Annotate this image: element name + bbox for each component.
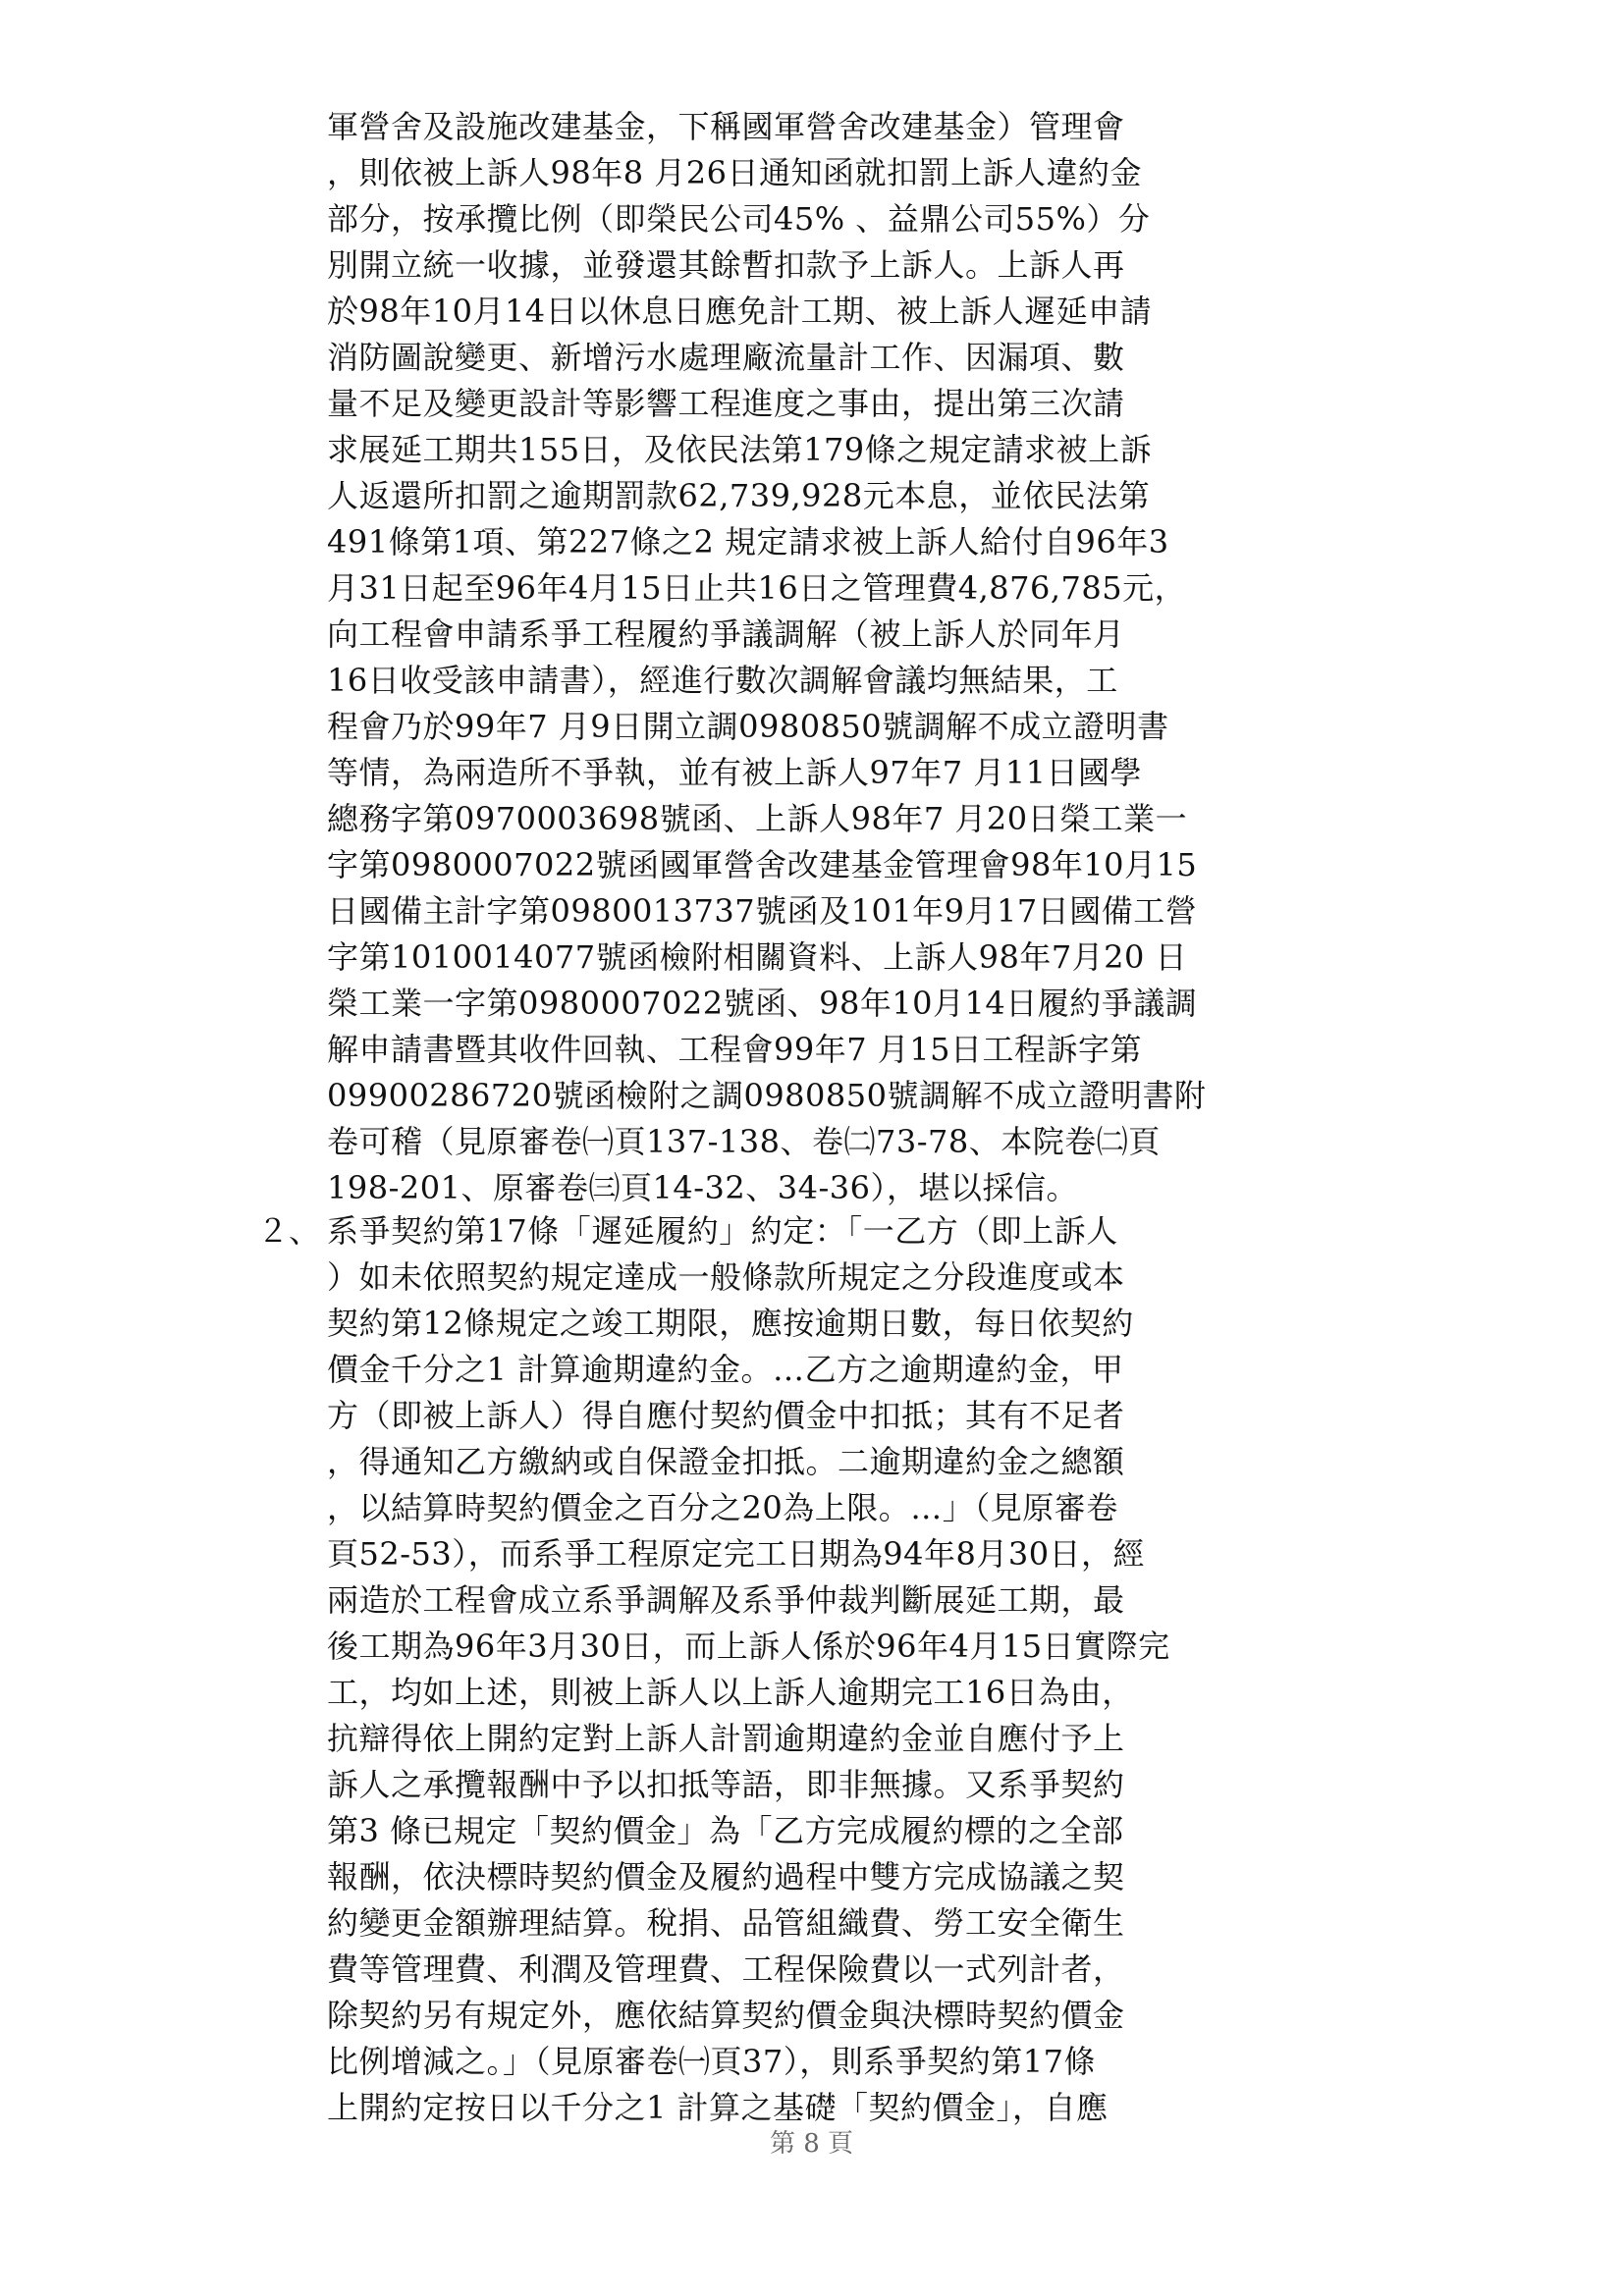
- text-line: 09900286720號函檢附之調0980850號調解不成立證明書附: [327, 1077, 1207, 1114]
- text-line: 量不足及變更設計等影響工程進度之事由，提出第三次請: [327, 385, 1125, 422]
- text-line: 部分，按承攬比例（即榮民公司45% 、益鼎公司55%）分: [327, 200, 1151, 238]
- text-line: 上開約定按日以千分之1 計算之基礎「契約價金」，自應: [327, 2089, 1109, 2126]
- text-line: 比例增減之。」（見原審卷㈠頁37），則系爭契約第17條: [327, 2043, 1096, 2080]
- text-line: ，以結算時契約價金之百分之20為上限。…」（見原審卷: [327, 1489, 1118, 1526]
- text-line: 總務字第0970003698號函、上訴人98年7 月20日榮工業一: [327, 800, 1188, 837]
- text-line: 日國備主計字第0980013737號函及101年9月17日國備工營: [327, 892, 1198, 930]
- text-line: 抗辯得依上開約定對上訴人計罰逾期違約金並自應付予上: [327, 1720, 1125, 1757]
- text-line: 軍營舍及設施改建基金，下稱國軍營舍改建基金）管理會: [327, 108, 1125, 145]
- text-line: 系爭契約第17條「遲延履約」約定：「一乙方（即上訴人: [327, 1212, 1118, 1250]
- text-line: 字第0980007022號函國軍營舍改建基金管理會98年10月15: [327, 846, 1198, 883]
- text-line: 價金千分之1 計算逾期違約金。…乙方之逾期違約金，甲: [327, 1351, 1124, 1388]
- text-line: 榮工業一字第0980007022號函、98年10月14日履約爭議調: [327, 985, 1198, 1022]
- text-line: 求展延工期共155日，及依民法第179條之規定請求被上訴: [327, 431, 1153, 468]
- text-line: 16日收受該申請書），經進行數次調解會議均無結果，工: [327, 662, 1118, 699]
- text-line: 198-201、原審卷㈢頁14-32、34-36），堪以採信。: [327, 1169, 1078, 1206]
- text-line: ，得通知乙方繳納或自保證金扣抵。二逾期違約金之總額: [327, 1443, 1125, 1480]
- text-line: 後工期為96年3月30日，而上訴人係於96年4月15日實際完: [327, 1628, 1170, 1665]
- page-number: 第 8 頁: [769, 2129, 854, 2159]
- text-line: 解申請書暨其收件回執、工程會99年7 月15日工程訴字第: [327, 1031, 1142, 1068]
- text-line: 月31日起至96年4月15日止共16日之管理費4,876,785元，: [327, 569, 1187, 607]
- text-line: 字第1010014077號函檢附相關資料、上訴人98年7月20 日: [327, 938, 1188, 976]
- paragraph-item-2: [327, 1208, 1211, 2131]
- text-line: 費等管理費、利潤及管理費、工程保險費以一式列計者，: [327, 1950, 1125, 1988]
- text-line: 人返還所扣罰之逾期罰款62,739,928元本息，並依民法第: [327, 477, 1151, 514]
- text-line: 卷可稽（見原審卷㈠頁137-138、卷㈡73-78、本院卷㈡頁: [327, 1123, 1161, 1160]
- text-line: 於98年10月14日以休息日應免計工期、被上訴人遲延申請: [327, 293, 1153, 330]
- text-line: 約變更金額辦理結算。稅捐、品管組織費、勞工安全衛生: [327, 1904, 1125, 1942]
- text-line: 除契約另有規定外，應依結算契約價金與決標時契約價金: [327, 1997, 1125, 2034]
- text-line: 491條第1項、第227條之2 規定請求被上訴人給付自96年3: [327, 523, 1169, 561]
- text-line: 方（即被上訴人）得自應付契約價金中扣抵；其有不足者: [327, 1397, 1125, 1434]
- text-line: 工，均如上述，則被上訴人以上訴人逾期完工16日為由，: [327, 1674, 1134, 1711]
- text-line: 向工程會申請系爭工程履約爭議調解（被上訴人於同年月: [327, 615, 1125, 653]
- text-line: 訴人之承攬報酬中予以扣抵等語，即非無據。又系爭契約: [327, 1766, 1125, 1803]
- text-line: ，則依被上訴人98年8 月26日通知函就扣罰上訴人違約金: [327, 154, 1142, 191]
- text-line: 頁52-53），而系爭工程原定完工日期為94年8月30日，經: [327, 1535, 1146, 1573]
- text-line: 第3 條已規定「契約價金」為「乙方完成履約標的之全部: [327, 1812, 1124, 1849]
- text-line: 報酬，依決標時契約價金及履約過程中雙方完成協議之契: [327, 1858, 1125, 1896]
- item-number-marker: ２、: [257, 1212, 321, 1250]
- text-line: 消防圖說變更、新增污水處理廠流量計工作、因漏項、數: [327, 339, 1125, 376]
- text-line: 契約第12條規定之竣工期限，應按逾期日數，每日依契約: [327, 1305, 1134, 1342]
- text-line: 程會乃於99年7 月9日開立調0980850號調解不成立證明書: [327, 708, 1169, 745]
- text-line: ）如未依照契約規定達成一般條款所規定之分段進度或本: [327, 1258, 1125, 1296]
- text-line: 兩造於工程會成立系爭調解及系爭仲裁判斷展延工期，最: [327, 1581, 1125, 1619]
- text-line: 等情，為兩造所不爭執，並有被上訴人97年7 月11日國學: [327, 754, 1142, 791]
- paragraph-continued: [327, 104, 1211, 1211]
- text-line: 別開立統一收據，並發還其餘暫扣款予上訴人。上訴人再: [327, 246, 1125, 284]
